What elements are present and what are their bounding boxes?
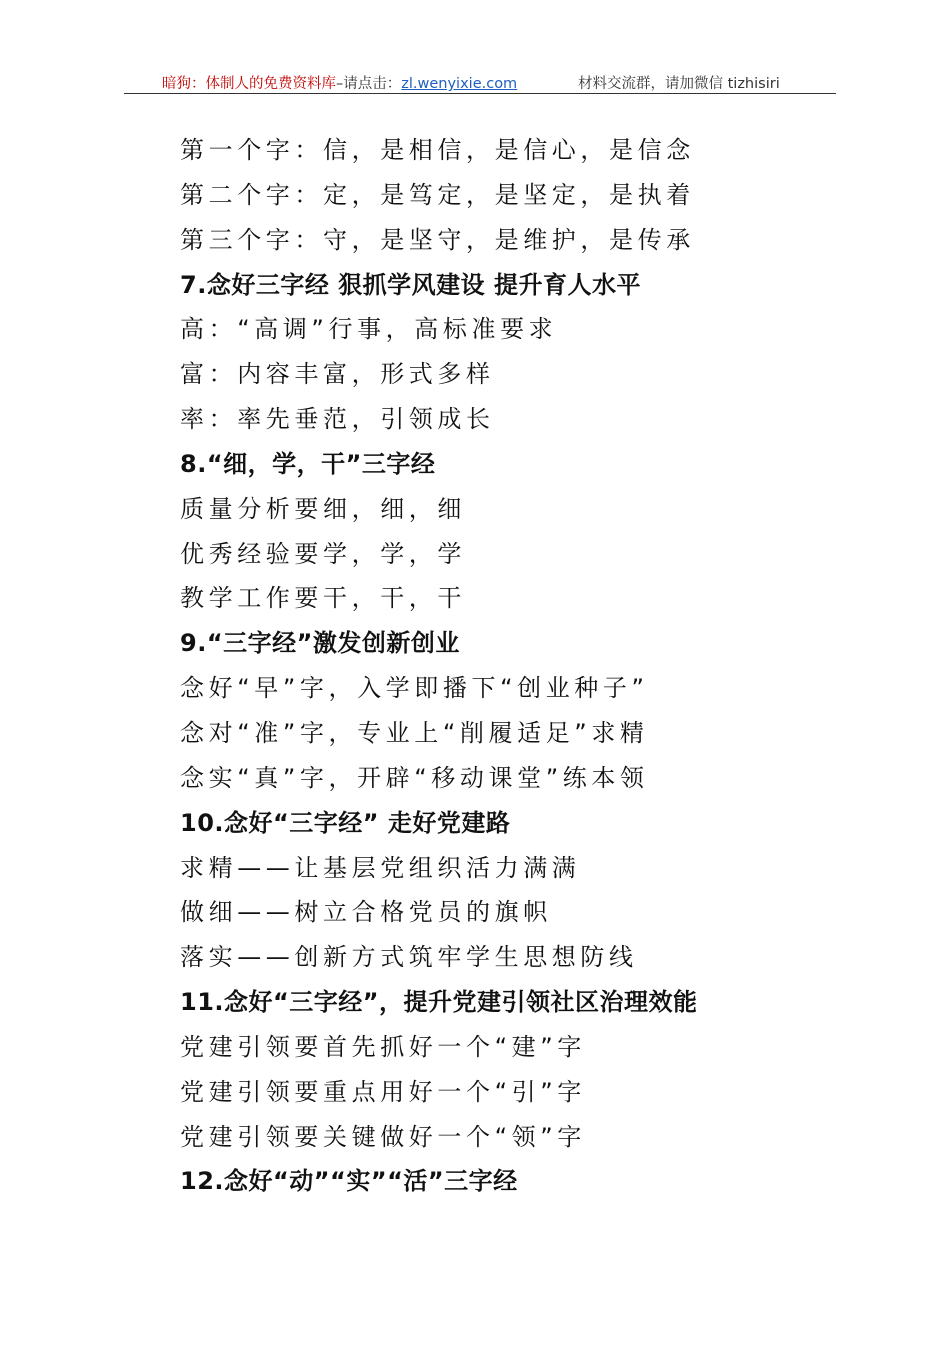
text-line: 党建引领要首先抓好一个“建”字 xyxy=(180,1032,586,1061)
text-line: 做细——树立合格党员的旗帜 xyxy=(180,898,552,927)
text-line: 念实“真”字，开辟“移动课堂”练本领 xyxy=(180,763,649,792)
text-line: 第二个字：定，是笃定，是坚定，是执着 xyxy=(180,180,695,209)
text-line: 高：“高调”行事，高标准要求 xyxy=(180,315,558,344)
text-line: 教学工作要干，干，干 xyxy=(180,584,466,613)
text-line: 党建引领要重点用好一个“引”字 xyxy=(180,1077,586,1106)
page-header xyxy=(124,70,836,94)
section-heading: 12.念好“动”“实”“活”三字经 xyxy=(180,1167,518,1196)
section-heading: 10.念好“三字经” 走好党建路 xyxy=(180,808,511,837)
header-contact: 材料交流群，请加微信 tizhisiri xyxy=(578,76,780,92)
text-line: 优秀经验要学，学，学 xyxy=(180,539,466,568)
header-link[interactable]: zl.wenyixie.com xyxy=(401,76,518,92)
header-brand: 暗狗：体制人的免费资料库 xyxy=(162,76,336,92)
text-line: 念对“准”字，专业上“削履适足”求精 xyxy=(180,718,649,747)
text-line: 率：率先垂范，引领成长 xyxy=(180,405,495,434)
section-heading: 8.“细，学，干”三字经 xyxy=(180,449,436,478)
text-line: 求精——让基层党组织活力满满 xyxy=(180,853,581,882)
section-heading: 11.念好“三字经”，提升党建引领社区治理效能 xyxy=(180,988,698,1017)
header-prompt: –请点击： xyxy=(336,76,402,92)
section-heading: 9.“三字经”激发创新创业 xyxy=(180,629,460,658)
text-line: 质量分析要细，细，细 xyxy=(180,494,466,523)
section-heading: 7.念好三字经 狠抓学风建设 提升育人水平 xyxy=(180,270,642,299)
text-line: 第一个字：信，是相信，是信心，是信念 xyxy=(180,136,695,164)
text-line: 第三个字：守，是坚守，是维护，是传承 xyxy=(180,225,695,254)
document-body xyxy=(180,128,820,1204)
text-line: 念好“早”字，入学即播下“创业种子” xyxy=(180,674,649,703)
header-left xyxy=(162,72,517,93)
text-line: 党建引领要关键做好一个“领”字 xyxy=(180,1122,586,1151)
text-line: 富：内容丰富，形式多样 xyxy=(180,360,495,389)
text-line: 落实——创新方式筑牢学生思想防线 xyxy=(180,943,638,972)
